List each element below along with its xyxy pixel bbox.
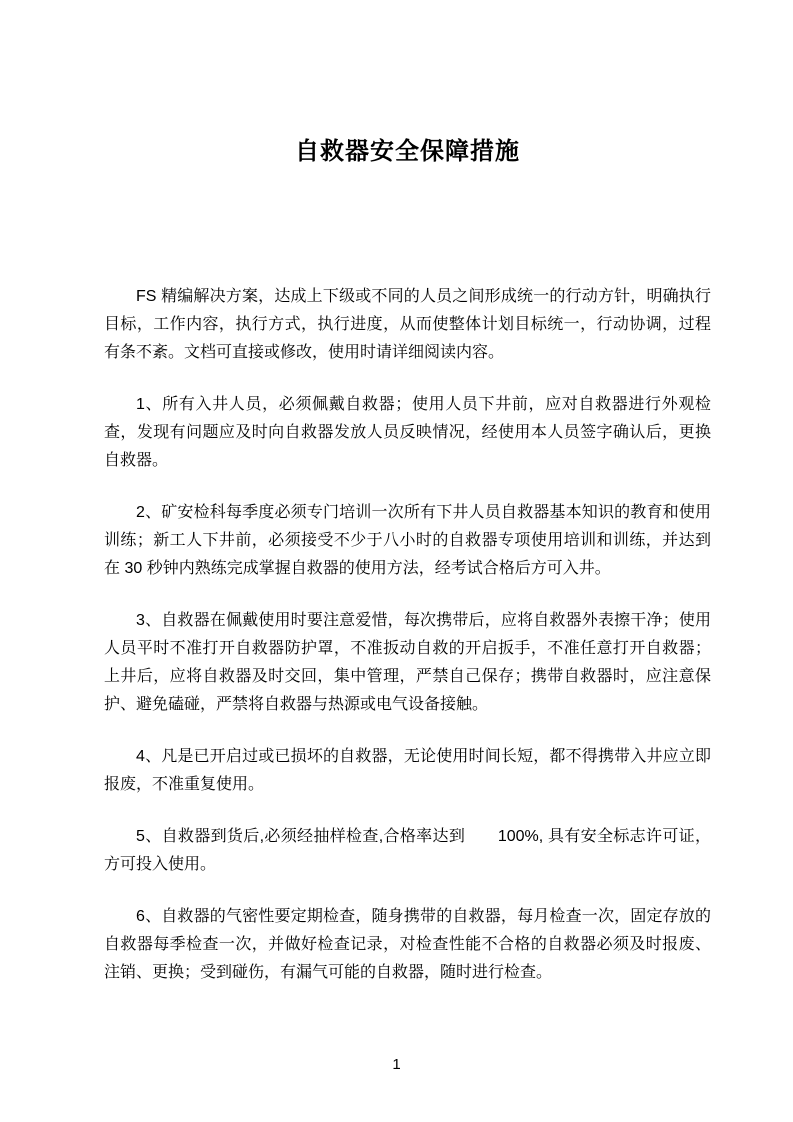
list-item-6: 6、自救器的气密性要定期检查，随身携带的自救器，每月检查一次，固定存放的自救器每季检查一次，并做好检查记录，对检查性能不合格的自救器必须及时报废、注销、更换；受到碰伤，有漏气可能的自救器，随时进行检查。 [104, 908, 711, 981]
page-title: 自救器安全保障措施 [295, 138, 520, 165]
document-content [104, 0, 711, 1011]
intro-paragraph: FS 精编解决方案，达成上下级或不同的人员之间形成统一的行动方针，明确执行目标，工作内容，执行方式，执行进度，从而使整体计划目标统一，行动协调，过程有条不紊。文档可直接或修改，使用时请详细阅读内容。 [104, 288, 711, 361]
list-item-3: 3、自救器在佩戴使用时要注意爱惜，每次携带后，应将自救器外表擦干净；使用人员平时不准打开自救器防护罩，不准扳动自救的开启扳手，不准任意打开自救器；上井后，应将自救器及时交回，集中管理，严禁自己保存；携带自救器时，应注意保护、避免磕碰，严禁将自救器与热源或电气设备接触。 [104, 612, 711, 713]
list-item-4: 4、凡是已开启过或已损坏的自救器，无论使用时间长短，都不得携带入井应立即报废，不准重复使用。 [104, 748, 711, 793]
page-number-footer: 1 [392, 1056, 401, 1073]
list-item-1: 1、所有入井人员，必须佩戴自救器；使用人员下井前，应对自救器进行外观检查，发现有问题应及时向自救器发放人员反映情况，经使用本人员签字确认后，更换自救器。 [104, 396, 711, 469]
list-item-5: 5、自救器到货后,必须经抽样检查,合格率达到 100%, 具有安全标志许可证，方可投入使用。 [104, 828, 711, 873]
list-item-2: 2、矿安检科每季度必须专门培训一次所有下井人员自救器基本知识的教育和使用训练；新工人下井前，必须接受不少于八小时的自救器专项使用培训和训练，并达到在 30 秒钟内熟练完成掌握自救器的使用方法，经考试合格后方可入井。 [104, 504, 711, 577]
